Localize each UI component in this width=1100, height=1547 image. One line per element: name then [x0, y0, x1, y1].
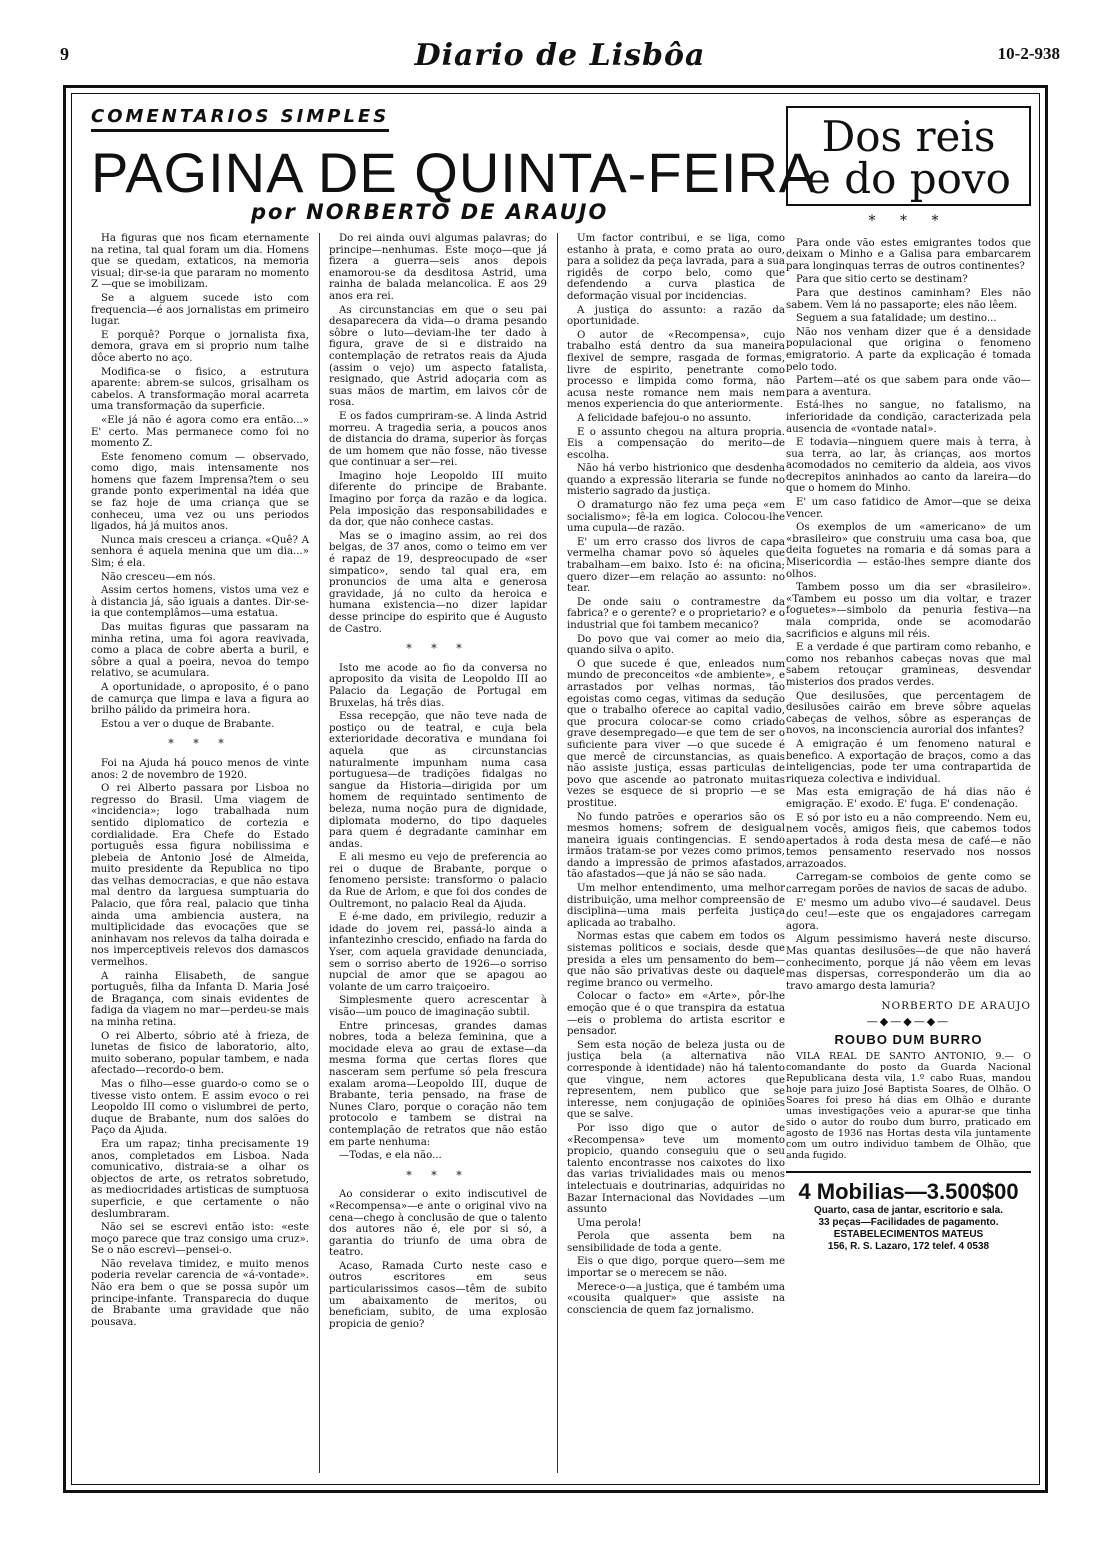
paragraph: O rei Alberto, sóbrio até à frieza, de lunetas de fisico de laboratorio, alto, muito soberano, popular tambem, e nada afectado—recordo-o bem.	[91, 1030, 309, 1077]
paragraph: A emigração é um fenomeno natural e benefico. A exportação de braços, como a das inteligencias, pode ter uma contrapartida de riqueza colectiva e individual.	[786, 738, 1031, 785]
col2-text	[329, 233, 547, 635]
paragraph: Ha figuras que nos ficam eternamente na retina, tal qual foram um dia. Homens que se quedam, extaticos, na memoria visual; dir-se-ia que pararam no momento Z —que se imobilizam.	[91, 233, 309, 291]
paragraph: Essa recepção, que não teve nada de postiço ou de teatral, e cuja bela exterioridade decorativa e mundana foi aquela que as circunstancias naturalmente impunham numa casa portuguesa—de tradições fidalgas no sangue da Historia—dirigida por um homem de requintado sentimento de beleza, numa noção pura de dignidade, diplomata moderno, do tipo daqueles para quem é degradante caminhar em andas.	[329, 711, 547, 850]
newspaper-title: Diario de Lisbôa	[414, 38, 706, 73]
paragraph: Não nos venham dizer que é a densidade populacional que origina o fenomeno emigratorio. A parte da explicação é tomada pelo todo.	[786, 326, 1031, 373]
paragraph: E os fados cumpriram-se. A linda Astrid morreu. A tragedia seria, a poucos anos de distancia do drama, superior às forças de um homem que não fosse, não tivesse que continuar a ser—rei.	[329, 410, 547, 469]
ad-line: 156, R. S. Lazaro, 172 telef. 4 0538	[827, 1241, 990, 1252]
paragraph: Que desilusões, que percentagem de desilusões cairão em breve sôbre aquelas cabeças de velhos, sôbre as esperanças de novos, na inconsciencia aurorial dos infantes?	[786, 690, 1031, 737]
paragraph: E' um caso fatidico de Amor—que se deixa vencer.	[786, 497, 1031, 520]
byline: por NORBERTO DE ARAUJO	[251, 200, 609, 224]
paragraph: Nunca mais cresceu a criança. «Quê? A senhora é aquela menina que um dia...» Sim; é ela.	[91, 534, 309, 570]
page-number: 9	[60, 44, 69, 64]
column-1	[91, 233, 309, 1478]
paragraph: Uma perola!	[577, 1217, 642, 1229]
paragraph: De onde saiu o contramestre da fabrica? e o gerente? e o proprietario? e o industrial que foi tambem mecanico?	[567, 596, 785, 631]
paragraph: Não revelava timidez, e muito menos poderia revelar carencia de «á-vontade». Não era bem o que se possa supôr um principe-infante. Transparecia do duque de Brabante uma gravidade que não pousava.	[91, 1258, 309, 1328]
paragraph: A rainha Elisabeth, de sangue português, filha da Infanta D. Maria José de Bragança, com sinais evidentes de fadiga da viagem no mar—perdeu-se mais na minha retina.	[91, 970, 309, 1028]
sidebar-paragraphs	[786, 238, 1031, 993]
paragraph: Algum pessimismo haverá neste discurso. Mas quantas desilusões—de que não haverá conhecimento, porque já não vêem em levas mas dispersas, corresponderão um dia ao travo amargo desta lamuria?	[786, 934, 1031, 992]
paragraph: Imagino hoje Leopoldo III muito diferente do principe de Brabante. Imagino por força da razão e da logica. Pela imposição das responsabilidades e da dor, que não conhece castas.	[329, 470, 547, 529]
column-3	[567, 233, 785, 1478]
paragraph: —Todas, e ela não...	[339, 1150, 442, 1162]
headline: PAGINA DE QUINTA-FEIRA	[91, 141, 818, 204]
paragraph: Eis o que digo, porque quero—sem me importar se o merecem se não.	[567, 1256, 785, 1280]
column-2	[329, 233, 547, 1478]
paragraph: Um melhor entendimento, uma melhor distribuição, uma melhor compreensão de disciplina—uma mais perfeita justiça aplicada ao trabalho.	[567, 883, 785, 929]
paragraph: Perola que assenta bem na sensibilidade de toda a gente.	[567, 1231, 785, 1254]
paragraph: Partem—até os que sabem para onde vão—para a aventura.	[786, 375, 1031, 398]
paragraph: As circunstancias em que o seu pai desaparecera da vida—o drama pesando sôbre o luto—deviam-lhe ter dado à figura, grave de si e distraido na contemplação de retratos reais da Ajuda (assim o vejo) um aspecto fatalista, resignado, que Astrid adoçaria com as suas mãos de martim, em laivos côr de rosa.	[329, 304, 547, 409]
paragraph: Um factor contribui, e se liga, como estanho à prata, e como prata ao ouro, para a solidez da peça lavrada, para a sua rigidês de corpo belo, como que defendendo a curva plastica de deformação visual por incidencias.	[567, 233, 785, 302]
paragraph: Simplesmente quero acrescentar à visão—um pouco de imaginação subtil.	[329, 995, 547, 1018]
paragraph: O rei Alberto passara por Lisboa no regresso do Brasil. Uma viagem de «incidencia»; logo trabalhada num sentido diplomatico de cortezia e cordialidade. Era Chefe do Estado português essa figura nobilissima e plebeia de Antonio José de Almeida, muito presidente da Republica no tipo das velhas democracias, e que não estava mal dentro da larguesa sumptuaria do Palacio, que fôra real, palacio que tinha ainda uma ambiencia austera, na multiplicidade das evocações que se aninhavam nos relevos da talha doirada e nos imperceptiveis relevos dos damascos vermelhos.	[91, 783, 309, 969]
ad-line: Quarto, casa de jantar, escritorio e sala.	[814, 1205, 1003, 1216]
sidebar-title-box	[786, 106, 1031, 206]
paragraph: Mas se o imagino assim, ao rei dos belgas, de 37 anos, como o teimo em ver é rapaz de 19, despreocupado de «ser simpatico», sendo tal qual era, em pronuncios de uma alta e generosa gravidade, já no culto da heroica e humana existencia—no dizer lapidar desse principe do espirito que é Augusto de Castro.	[329, 530, 547, 635]
paragraph: O que sucede é que, enleados num mundo de preconceitos «de ambiente», e arrastados por velhas normas, tão egoistas como cegas, vitimas da sedução que o trabalho oferece ao capital vadio, que procura colocar-se como criado grave desempregado—e que tem de ser o suficiente para viver —o que sucede é que mercê de circunstancias, as quais não assiste justiça, essas particulas de povo que ascende ao patronato muitas vezes se esquece de si proprio —e se prostitue.	[567, 658, 785, 809]
section-kicker: COMENTARIOS SIMPLES	[91, 106, 389, 132]
paragraph: Para onde vão estes emigrantes todos que deixam o Minho e a Galisa para embarcarem para longinquas terras de outros continentes?	[786, 237, 1031, 272]
paragraph: Não cresceu—em nós.	[101, 571, 216, 583]
paragraph: A oportunidade, o aproposito, é o pano de camurça que limpa e lava a figura ao brilho pálido da primeira hora.	[91, 681, 309, 717]
masthead	[60, 38, 1060, 78]
ad-line: ESTABELECIMENTOS MATEUS	[833, 1229, 984, 1240]
paragraph: E' um erro crasso dos livros de capa vermelha chamar povo só àqueles que trabalham—em baixo. Isto é: na oficina; quero dizer—em relação ao assunto: no tear.	[567, 536, 785, 595]
issue-date: 10-2-938	[997, 44, 1060, 63]
paragraph: Foi na Ajuda há pouco menos de vinte anos: 2 de novembro de 1920.	[91, 757, 309, 781]
paragraph: Isto me acode ao fio da conversa no aproposito da visita de Leopoldo III ao Palacio da Legação de Portugal em Bruxelas, há três dias.	[329, 662, 547, 709]
sidebar-signature: NORBERTO DE ARAUJO	[881, 1000, 1031, 1013]
paragraph: Está-lhes no sangue, no fatalismo, na inferioridade da condição, caracterizada pela ausencia de «vontade natal».	[786, 400, 1031, 435]
paragraph: Seguem a sua fatalidade; um destino...	[796, 313, 997, 325]
col3-text	[567, 233, 785, 1316]
article-frame	[63, 85, 1048, 1493]
paragraph: E o assunto chegou na altura propria. Eis a compensação do merito—de escolha.	[567, 426, 785, 461]
paragraph: Tambem posso um dia ser «brasileiro». «Tambem eu posso um dia voltar, e trazer foguetes»—simbolo da penuria festiva—na mala comprida, onde se acomodarão sacrificios e alguns mil réis.	[786, 582, 1031, 640]
paragraph: Se a alguem sucede isto com frequencia—é aos jornalistas em primeiro lugar.	[91, 292, 309, 328]
brief-paragraph: VILA REAL DE SANTO ANTONIO, 9.— O comandante do posto da Guarda Nacional Republicana desta vila, 1.º cabo Ruas, mandou hoje para juizo José Baptista Soares, de Olhão. O Soares foi preso há dias em Olhão e durante umas investigações veio a apurar-se que tinha sido o autor do roubo dum burro, praticado em agosto de 1936 nas Hortas desta vila juntamente com um outro individuo tambem de Olhão, que anda fugido.	[786, 1051, 1031, 1161]
sidebar-title-line2: e do povo	[806, 154, 1011, 203]
paragraph: Modifica-se o fisico, a estrutura aparente: abrem-se sulcos, grisalham os cabelos. A transformação moral acarreta uma transformação da superficie.	[91, 366, 309, 413]
paragraph: Acaso, Ramada Curto neste caso e outros escritores em seus particularissimos casos—têm de subito um abaixamento de meritos, ou beneficiam, subito, de uma explosão propicia de genio?	[329, 1260, 547, 1330]
paragraph: Este fenomeno comum — observado, como digo, mais intensamente nos homens que fazem Imprensa?tem o seu grande ponto experimental na idéa que se faz hoje de uma criança que se conheceu, uma vez ou uns periodos ligados, há já muitos anos.	[91, 451, 309, 533]
paragraph: O dramaturgo não fez uma peça «em socialismo»; fê-la em logica. Colocou-lhe uma cupula—de razão.	[567, 500, 785, 535]
sidebar	[786, 106, 1031, 1476]
brief-title: ROUBO DUM BURRO	[834, 1032, 983, 1047]
paragraph: Assim certos homens, vistos uma vez e à distancia já, são iguais a dantes. Dir-se-ia que contemplâmos—uma estatua.	[91, 585, 309, 620]
paragraph: Para que sitio certo se destinam?	[796, 274, 968, 286]
paragraph: E' mesmo um adubo vivo—é saudavel. Deus do ceu!—este que os engajadores carregam agora.	[786, 897, 1031, 932]
paragraph: E só por isto eu a não compreendo. Nem eu, nem vocês, amigos fieis, que cabemos todos apertados à roda desta mesa de café—e não temos pensamento reservado nos nossos arrazoados.	[786, 812, 1031, 870]
paragraph: Os exemplos de um «americano» de um «brasileiro» que construiu uma casa boa, que deita foguetes na romaria e dá somas para a Misericordia — estão-lhes sempre diante dos olhos.	[786, 522, 1031, 580]
paragraph: Sem esta noção de beleza justa ou de justiça bela (a alternativa não corresponde à identidade) não há talento que vingue, nem actores que representem, nem publico que se interesse, nem conjugação de opiniões que se salve.	[567, 1039, 785, 1121]
paragraph: «Ele já não é agora como era então...» E' certo. Mas permanece como foi no momento Z.	[91, 414, 309, 450]
paragraph: A felicidade bafejou-o no assunto.	[577, 412, 752, 424]
paragraph: E a verdade é que partiram como rebanho, e como nos rebanhos cabeças novas que mal sabem retouçar gramineas, desvendar misterios dos prados verdes.	[786, 642, 1031, 688]
paragraph: E todavia—ninguem quere mais à terra, à sua terra, ao lar, às crianças, aos mortos acomodados no cemiterio da aldeia, aos vivos decrepitos aninhados ao canto da lareira—do que o homem do Minho.	[786, 437, 1031, 495]
paragraph: Das muitas figuras que passaram na minha retina, uma foi agora reavivada, como a placa de cobre aberta a buril, e sôbre a qual a poeira, nevoa do tempo relativo, se acumulara.	[91, 622, 309, 680]
paragraph: Não há verbo histrionico que desdenha quando a expressão literaria se funde no misterio sagrado da justiça.	[567, 463, 785, 498]
paragraph: Era um rapaz; tinha precisamente 19 anos, completados em Lisboa. Nada comunicativo, distraia-se a olhar os objectos de arte, os retratos sobretudo, as mediocridades artisticas de sumptuosa superficie, e que certamente o não deslumbraram.	[91, 1138, 309, 1220]
paragraph: E ali mesmo eu vejo de preferencia ao rei o duque de Brabante, porque o fenomeno persiste: transformo o palacio da Rue de Arlom, e que foi dos condes de Oultremont, no palacio Real da Ajuda.	[329, 852, 547, 910]
ad-line: 33 peças—Facilidades de pagamento.	[818, 1217, 999, 1228]
paragraph: Mas o filho—esse guardo-o como se o tivesse visto ontem. E assim evoco o rei Leopoldo III como o vislumbrei de perto, duque de Brabante, num dos salões do Paço da Ajuda.	[91, 1078, 309, 1137]
brief-text	[786, 1051, 1031, 1161]
paragraph: Mas esta emigração de há dias não é emigração. E' exodo. E' fuga. E' condenação.	[786, 787, 1031, 810]
paragraph: Do povo que vai comer ao meio dia, quando silva o apito.	[567, 633, 785, 657]
advertisement	[786, 1171, 1031, 1253]
sidebar-stars: * * *	[868, 213, 949, 229]
section-break: * * *	[406, 642, 470, 656]
paragraph: No fundo patrões e operarios são os mesmos homens; sofrem de desigual maneira iguais contingencias. E sendo irmãos tratam-se por vezes como primos, dando a impressão de primos afastados, tão afastados—que já não se são nada.	[567, 811, 785, 881]
section-break: * * *	[168, 737, 232, 751]
ad-headline: 4 Mobilias—3.500$00	[798, 1179, 1019, 1204]
col2b-text	[329, 663, 547, 1162]
paragraph: E porquê? Porque o jornalista fixa, demora, grava em si proprio num talhe dôce aberto no aço.	[91, 329, 309, 364]
paragraph: Normas estas que cabem em todos os sistemas politicos e sociais, desde que presida a eles um pensamento do bem—que não são privativas deste ou daquele regime branco ou vermelho.	[567, 931, 785, 989]
paragraph: Do rei ainda ouvi algumas palavras; do principe—nenhumas. Este moço—que já fizera a guerra—seis anos depois enamorou-se da desditosa Astrid, uma rainha de balada melancolica. E aos 29 anos era rei.	[329, 233, 547, 302]
paragraph: E é-me dado, em privilegio, reduzir a idade do jovem rei, passá-lo ainda a infantezinho crescido, enfiado na farda do Yser, com aquela gravidade denunciada, sem o sorriso aberto de 1926—o sorriso nupcial de amor que se apagou ao volante de um carro traiçoeiro.	[329, 912, 547, 993]
paragraph: A justiça do assunto: a razão da oportunidade.	[567, 304, 785, 328]
article-columns	[91, 233, 785, 1478]
col1b-text	[91, 758, 309, 1329]
sidebar-text	[786, 213, 1031, 1253]
section-break: * * *	[406, 1168, 470, 1182]
ornament-divider: —◆—◆—◆—	[866, 1015, 951, 1029]
col1-text	[91, 233, 309, 730]
column-rule	[557, 233, 558, 1473]
paragraph: O autor de «Recompensa», cujo trabalho está dentro da sua maneira flexivel de sempre, rasgada de formas, livre de espirito, penetrante como processo e limpida como forma, não acusa neste romance nem mais nem menos experiencia do que anteriormente.	[567, 329, 785, 411]
paragraph: Estou a ver o duque de Brabante.	[101, 718, 275, 730]
paragraph: Não sei se escrevi então isto: «este moço parece que traz consigo uma cruz». Se o não escrevi—pensei-o.	[91, 1222, 309, 1257]
paragraph: Por isso digo que o autor de «Recompensa» teve um momento propicio, quando conseguiu que o seu talento encontrasse nos caixotes do lixo das varias trivialidades mais ou menos intelectuais e doutrinarias, adquiridas no Bazar Internacional das Novidades —um assunto	[567, 1122, 785, 1216]
col2c-text	[329, 1189, 547, 1330]
paragraph: Para que destinos caminham? Eles não sabem. Vem lá no passaporte; eles não lêem.	[786, 287, 1031, 311]
paragraph: Carregam-se comboios de gente como se carregam porões de navios de sacas de adubo.	[786, 872, 1031, 896]
paragraph: Colocar o facto» em «Arte», pôr-lhe emoção que é o que transpira da estatua—eis o problema do artista escritor e pensador.	[567, 991, 785, 1038]
sidebar-title-line1: Dos reis	[821, 112, 996, 161]
paragraph: Entre princesas, grandes damas nobres, toda a beleza feminina, que a mocidade eleva ao grau de extase—da mesma forma que certas flores que nasceram sem perfume só pela frescura exalam aroma—Leopoldo III, duque de Brabante, teria pensado, na frase de Nunes Claro, porque o coração não tem protocolo e tambem se distrai na contemplação de retratos que não estão em parte nenhuma:	[329, 1020, 547, 1148]
paragraph: Merece-o—a justiça, que é também uma «cousita qualquer» que assiste na consciencia de quem faz jornalismo.	[567, 1281, 785, 1316]
column-rule	[319, 233, 320, 1473]
paragraph: Ao considerar o exito indiscutivel de «Recompensa»—e ante o original vivo na cena—chego à conclusão de que o talento dos autores não é, ele por si só, a garantia do triunfo de uma obra de teatro.	[329, 1189, 547, 1259]
